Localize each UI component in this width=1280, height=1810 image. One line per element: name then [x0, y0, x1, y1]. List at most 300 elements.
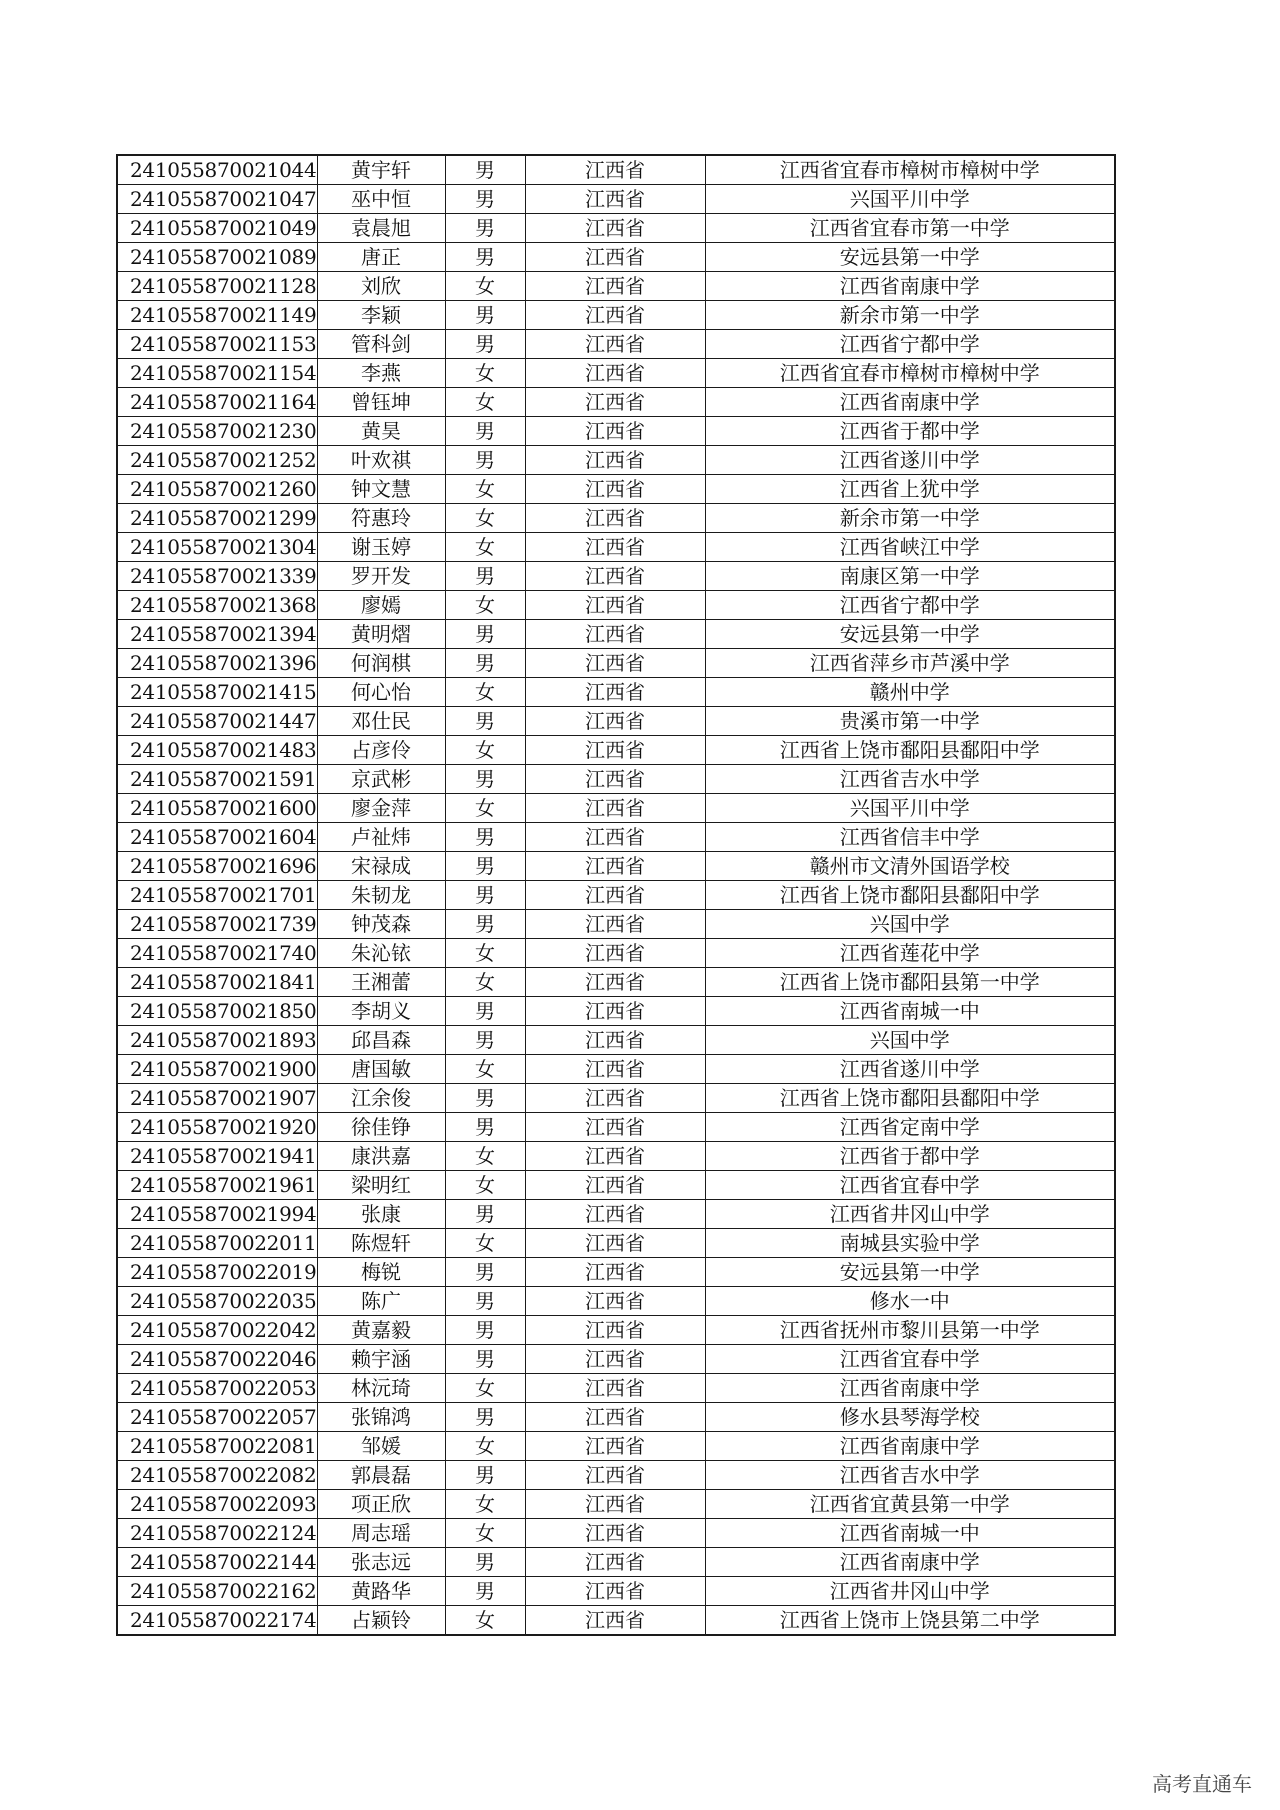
province-cell: 江西省 — [525, 388, 705, 417]
name-cell: 廖金萍 — [317, 794, 445, 823]
gender-cell: 男 — [445, 1113, 525, 1142]
province-cell: 江西省 — [525, 1113, 705, 1142]
table-row — [117, 939, 1115, 968]
table-row — [117, 881, 1115, 910]
province-cell: 江西省 — [525, 968, 705, 997]
gender-cell: 男 — [445, 1548, 525, 1577]
name-cell: 李颖 — [317, 301, 445, 330]
name-cell: 钟茂森 — [317, 910, 445, 939]
table-row — [117, 1084, 1115, 1113]
province-cell: 江西省 — [525, 1432, 705, 1461]
exam-id-cell: 241055870022035 — [117, 1287, 317, 1316]
exam-id-cell: 241055870022042 — [117, 1316, 317, 1345]
gender-cell: 女 — [445, 388, 525, 417]
exam-id-cell: 241055870021304 — [117, 533, 317, 562]
province-cell: 江西省 — [525, 1606, 705, 1636]
name-cell: 郭晨磊 — [317, 1461, 445, 1490]
exam-id-cell: 241055870021089 — [117, 243, 317, 272]
province-cell: 江西省 — [525, 1548, 705, 1577]
exam-id-cell: 241055870021739 — [117, 910, 317, 939]
name-cell: 何心怡 — [317, 678, 445, 707]
province-cell: 江西省 — [525, 1200, 705, 1229]
gender-cell: 男 — [445, 1084, 525, 1113]
name-cell: 谢玉婷 — [317, 533, 445, 562]
gender-cell: 女 — [445, 1229, 525, 1258]
school-cell: 江西省南城一中 — [705, 1519, 1115, 1548]
province-cell: 江西省 — [525, 649, 705, 678]
table-row — [117, 1461, 1115, 1490]
table-row — [117, 1519, 1115, 1548]
gender-cell: 男 — [445, 155, 525, 185]
exam-id-cell: 241055870021153 — [117, 330, 317, 359]
table-row — [117, 475, 1115, 504]
table-row — [117, 736, 1115, 765]
gender-cell: 男 — [445, 765, 525, 794]
student-list-body — [117, 155, 1115, 1635]
table-row — [117, 765, 1115, 794]
table-row — [117, 1403, 1115, 1432]
name-cell: 康洪嘉 — [317, 1142, 445, 1171]
province-cell: 江西省 — [525, 475, 705, 504]
province-cell: 江西省 — [525, 243, 705, 272]
exam-id-cell: 241055870022174 — [117, 1606, 317, 1636]
exam-id-cell: 241055870021044 — [117, 155, 317, 185]
table-row — [117, 1200, 1115, 1229]
exam-id-cell: 241055870022081 — [117, 1432, 317, 1461]
name-cell: 宋禄成 — [317, 852, 445, 881]
school-cell: 兴国平川中学 — [705, 794, 1115, 823]
name-cell: 陈煜轩 — [317, 1229, 445, 1258]
table-row — [117, 185, 1115, 214]
exam-id-cell: 241055870022046 — [117, 1345, 317, 1374]
gender-cell: 男 — [445, 214, 525, 243]
table-row — [117, 1577, 1115, 1606]
school-cell: 赣州市文清外国语学校 — [705, 852, 1115, 881]
name-cell: 朱韧龙 — [317, 881, 445, 910]
school-cell: 南康区第一中学 — [705, 562, 1115, 591]
exam-id-cell: 241055870021907 — [117, 1084, 317, 1113]
school-cell: 江西省宜春市樟树市樟树中学 — [705, 155, 1115, 185]
name-cell: 陈广 — [317, 1287, 445, 1316]
province-cell: 江西省 — [525, 1084, 705, 1113]
school-cell: 江西省宁都中学 — [705, 591, 1115, 620]
school-cell: 江西省遂川中学 — [705, 446, 1115, 475]
name-cell: 管科剑 — [317, 330, 445, 359]
gender-cell: 女 — [445, 272, 525, 301]
school-cell: 南城县实验中学 — [705, 1229, 1115, 1258]
gender-cell: 女 — [445, 736, 525, 765]
name-cell: 项正欣 — [317, 1490, 445, 1519]
gender-cell: 女 — [445, 1055, 525, 1084]
table-row — [117, 1345, 1115, 1374]
school-cell: 江西省上饶市鄱阳县鄱阳中学 — [705, 1084, 1115, 1113]
gender-cell: 女 — [445, 1374, 525, 1403]
table-row — [117, 1026, 1115, 1055]
exam-id-cell: 241055870021841 — [117, 968, 317, 997]
province-cell: 江西省 — [525, 446, 705, 475]
name-cell: 朱沁铱 — [317, 939, 445, 968]
name-cell: 赖宇涵 — [317, 1345, 445, 1374]
gender-cell: 女 — [445, 1171, 525, 1200]
province-cell: 江西省 — [525, 214, 705, 243]
school-cell: 兴国中学 — [705, 1026, 1115, 1055]
table-row — [117, 1171, 1115, 1200]
gender-cell: 女 — [445, 678, 525, 707]
name-cell: 符惠玲 — [317, 504, 445, 533]
gender-cell: 男 — [445, 649, 525, 678]
school-cell: 赣州中学 — [705, 678, 1115, 707]
name-cell: 何润棋 — [317, 649, 445, 678]
province-cell: 江西省 — [525, 1171, 705, 1200]
province-cell: 江西省 — [525, 823, 705, 852]
school-cell: 贵溪市第一中学 — [705, 707, 1115, 736]
province-cell: 江西省 — [525, 1287, 705, 1316]
gender-cell: 男 — [445, 910, 525, 939]
table-row — [117, 155, 1115, 185]
exam-id-cell: 241055870022144 — [117, 1548, 317, 1577]
table-row — [117, 649, 1115, 678]
gender-cell: 男 — [445, 417, 525, 446]
exam-id-cell: 241055870021049 — [117, 214, 317, 243]
gender-cell: 女 — [445, 1490, 525, 1519]
school-cell: 江西省南康中学 — [705, 272, 1115, 301]
table-row — [117, 1490, 1115, 1519]
province-cell: 江西省 — [525, 736, 705, 765]
school-cell: 安远县第一中学 — [705, 620, 1115, 649]
exam-id-cell: 241055870021850 — [117, 997, 317, 1026]
province-cell: 江西省 — [525, 591, 705, 620]
table-row — [117, 214, 1115, 243]
province-cell: 江西省 — [525, 765, 705, 794]
table-row — [117, 591, 1115, 620]
school-cell: 江西省南康中学 — [705, 1432, 1115, 1461]
table-row — [117, 620, 1115, 649]
table-row — [117, 910, 1115, 939]
school-cell: 江西省抚州市黎川县第一中学 — [705, 1316, 1115, 1345]
exam-id-cell: 241055870021600 — [117, 794, 317, 823]
province-cell: 江西省 — [525, 1345, 705, 1374]
province-cell: 江西省 — [525, 417, 705, 446]
exam-id-cell: 241055870021394 — [117, 620, 317, 649]
table-row — [117, 1606, 1115, 1636]
gender-cell: 女 — [445, 1519, 525, 1548]
province-cell: 江西省 — [525, 1519, 705, 1548]
province-cell: 江西省 — [525, 1258, 705, 1287]
gender-cell: 男 — [445, 185, 525, 214]
school-cell: 江西省宜春中学 — [705, 1345, 1115, 1374]
gender-cell: 男 — [445, 446, 525, 475]
province-cell: 江西省 — [525, 301, 705, 330]
exam-id-cell: 241055870022093 — [117, 1490, 317, 1519]
gender-cell: 男 — [445, 1316, 525, 1345]
school-cell: 江西省于都中学 — [705, 1142, 1115, 1171]
exam-id-cell: 241055870021252 — [117, 446, 317, 475]
name-cell: 邹媛 — [317, 1432, 445, 1461]
gender-cell: 女 — [445, 1432, 525, 1461]
table-row — [117, 707, 1115, 736]
name-cell: 黄路华 — [317, 1577, 445, 1606]
name-cell: 李燕 — [317, 359, 445, 388]
school-cell: 江西省宁都中学 — [705, 330, 1115, 359]
table-row — [117, 388, 1115, 417]
name-cell: 叶欢祺 — [317, 446, 445, 475]
school-cell: 江西省上犹中学 — [705, 475, 1115, 504]
exam-id-cell: 241055870022057 — [117, 1403, 317, 1432]
gender-cell: 女 — [445, 1142, 525, 1171]
exam-id-cell: 241055870021128 — [117, 272, 317, 301]
school-cell: 江西省遂川中学 — [705, 1055, 1115, 1084]
student-list-table — [116, 154, 1116, 1636]
exam-id-cell: 241055870021591 — [117, 765, 317, 794]
name-cell: 巫中恒 — [317, 185, 445, 214]
name-cell: 梅锐 — [317, 1258, 445, 1287]
name-cell: 邱昌森 — [317, 1026, 445, 1055]
school-cell: 江西省定南中学 — [705, 1113, 1115, 1142]
table-row — [117, 1113, 1115, 1142]
province-cell: 江西省 — [525, 562, 705, 591]
gender-cell: 女 — [445, 968, 525, 997]
school-cell: 江西省吉水中学 — [705, 765, 1115, 794]
exam-id-cell: 241055870022082 — [117, 1461, 317, 1490]
school-cell: 新余市第一中学 — [705, 301, 1115, 330]
table-row — [117, 823, 1115, 852]
gender-cell: 男 — [445, 823, 525, 852]
table-row — [117, 1548, 1115, 1577]
name-cell: 江余俊 — [317, 1084, 445, 1113]
name-cell: 李胡义 — [317, 997, 445, 1026]
name-cell: 林沅琦 — [317, 1374, 445, 1403]
name-cell: 梁明红 — [317, 1171, 445, 1200]
province-cell: 江西省 — [525, 910, 705, 939]
exam-id-cell: 241055870021701 — [117, 881, 317, 910]
school-cell: 江西省莲花中学 — [705, 939, 1115, 968]
exam-id-cell: 241055870021299 — [117, 504, 317, 533]
exam-id-cell: 241055870021047 — [117, 185, 317, 214]
table-row — [117, 272, 1115, 301]
province-cell: 江西省 — [525, 794, 705, 823]
gender-cell: 女 — [445, 1606, 525, 1636]
gender-cell: 男 — [445, 243, 525, 272]
name-cell: 张志远 — [317, 1548, 445, 1577]
name-cell: 唐国敏 — [317, 1055, 445, 1084]
name-cell: 占颖铃 — [317, 1606, 445, 1636]
gender-cell: 女 — [445, 504, 525, 533]
province-cell: 江西省 — [525, 1142, 705, 1171]
table-row — [117, 562, 1115, 591]
province-cell: 江西省 — [525, 1490, 705, 1519]
school-cell: 江西省峡江中学 — [705, 533, 1115, 562]
name-cell: 张锦鸿 — [317, 1403, 445, 1432]
exam-id-cell: 241055870021900 — [117, 1055, 317, 1084]
name-cell: 张康 — [317, 1200, 445, 1229]
name-cell: 刘欣 — [317, 272, 445, 301]
school-cell: 江西省南城一中 — [705, 997, 1115, 1026]
school-cell: 安远县第一中学 — [705, 243, 1115, 272]
gender-cell: 男 — [445, 330, 525, 359]
exam-id-cell: 241055870021483 — [117, 736, 317, 765]
gender-cell: 女 — [445, 794, 525, 823]
exam-id-cell: 241055870021696 — [117, 852, 317, 881]
name-cell: 黄昊 — [317, 417, 445, 446]
province-cell: 江西省 — [525, 1316, 705, 1345]
table-row — [117, 533, 1115, 562]
table-row — [117, 968, 1115, 997]
gender-cell: 女 — [445, 533, 525, 562]
school-cell: 江西省上饶市鄱阳县第一中学 — [705, 968, 1115, 997]
table-row — [117, 1287, 1115, 1316]
school-cell: 江西省萍乡市芦溪中学 — [705, 649, 1115, 678]
exam-id-cell: 241055870021941 — [117, 1142, 317, 1171]
province-cell: 江西省 — [525, 330, 705, 359]
exam-id-cell: 241055870021961 — [117, 1171, 317, 1200]
province-cell: 江西省 — [525, 504, 705, 533]
exam-id-cell: 241055870021368 — [117, 591, 317, 620]
exam-id-cell: 241055870022011 — [117, 1229, 317, 1258]
province-cell: 江西省 — [525, 678, 705, 707]
name-cell: 黄宇轩 — [317, 155, 445, 185]
exam-id-cell: 241055870021604 — [117, 823, 317, 852]
exam-id-cell: 241055870021230 — [117, 417, 317, 446]
name-cell: 罗开发 — [317, 562, 445, 591]
name-cell: 黄明熠 — [317, 620, 445, 649]
table-row — [117, 417, 1115, 446]
table-row — [117, 794, 1115, 823]
table-row — [117, 504, 1115, 533]
name-cell: 唐正 — [317, 243, 445, 272]
gender-cell: 男 — [445, 1026, 525, 1055]
province-cell: 江西省 — [525, 1055, 705, 1084]
gender-cell: 男 — [445, 1577, 525, 1606]
school-cell: 江西省井冈山中学 — [705, 1577, 1115, 1606]
table-row — [117, 1258, 1115, 1287]
province-cell: 江西省 — [525, 1403, 705, 1432]
gender-cell: 男 — [445, 1287, 525, 1316]
province-cell: 江西省 — [525, 1461, 705, 1490]
name-cell: 袁晨旭 — [317, 214, 445, 243]
exam-id-cell: 241055870021339 — [117, 562, 317, 591]
school-cell: 修水县琴海学校 — [705, 1403, 1115, 1432]
exam-id-cell: 241055870022053 — [117, 1374, 317, 1403]
school-cell: 江西省宜春市樟树市樟树中学 — [705, 359, 1115, 388]
school-cell: 江西省井冈山中学 — [705, 1200, 1115, 1229]
province-cell: 江西省 — [525, 707, 705, 736]
table-row — [117, 852, 1115, 881]
name-cell: 周志瑶 — [317, 1519, 445, 1548]
school-cell: 兴国平川中学 — [705, 185, 1115, 214]
table-row — [117, 997, 1115, 1026]
table-row — [117, 1229, 1115, 1258]
gender-cell: 男 — [445, 1403, 525, 1432]
exam-id-cell: 241055870022162 — [117, 1577, 317, 1606]
school-cell: 江西省吉水中学 — [705, 1461, 1115, 1490]
school-cell: 修水一中 — [705, 1287, 1115, 1316]
exam-id-cell: 241055870021415 — [117, 678, 317, 707]
name-cell: 占彦伶 — [317, 736, 445, 765]
exam-id-cell: 241055870021396 — [117, 649, 317, 678]
name-cell: 王湘蕾 — [317, 968, 445, 997]
watermark-text: 高考直通车 — [1152, 1772, 1252, 1796]
province-cell: 江西省 — [525, 533, 705, 562]
name-cell: 卢祉炜 — [317, 823, 445, 852]
school-cell: 江西省宜春市第一中学 — [705, 214, 1115, 243]
table-row — [117, 359, 1115, 388]
table-row — [117, 243, 1115, 272]
province-cell: 江西省 — [525, 997, 705, 1026]
province-cell: 江西省 — [525, 272, 705, 301]
table-row — [117, 1374, 1115, 1403]
province-cell: 江西省 — [525, 1229, 705, 1258]
gender-cell: 男 — [445, 562, 525, 591]
exam-id-cell: 241055870021740 — [117, 939, 317, 968]
school-cell: 江西省上饶市上饶县第二中学 — [705, 1606, 1115, 1636]
school-cell: 江西省上饶市鄱阳县鄱阳中学 — [705, 736, 1115, 765]
school-cell: 安远县第一中学 — [705, 1258, 1115, 1287]
province-cell: 江西省 — [525, 185, 705, 214]
gender-cell: 男 — [445, 1345, 525, 1374]
school-cell: 江西省南康中学 — [705, 388, 1115, 417]
exam-id-cell: 241055870021149 — [117, 301, 317, 330]
school-cell: 江西省于都中学 — [705, 417, 1115, 446]
table-row — [117, 446, 1115, 475]
gender-cell: 男 — [445, 852, 525, 881]
name-cell: 徐佳铮 — [317, 1113, 445, 1142]
gender-cell: 女 — [445, 591, 525, 620]
province-cell: 江西省 — [525, 620, 705, 649]
gender-cell: 男 — [445, 1258, 525, 1287]
table-row — [117, 1142, 1115, 1171]
school-cell: 江西省上饶市鄱阳县鄱阳中学 — [705, 881, 1115, 910]
gender-cell: 男 — [445, 1200, 525, 1229]
table-row — [117, 1055, 1115, 1084]
gender-cell: 男 — [445, 881, 525, 910]
exam-id-cell: 241055870021893 — [117, 1026, 317, 1055]
gender-cell: 女 — [445, 359, 525, 388]
exam-id-cell: 241055870021920 — [117, 1113, 317, 1142]
name-cell: 邓仕民 — [317, 707, 445, 736]
exam-id-cell: 241055870021154 — [117, 359, 317, 388]
exam-id-cell: 241055870021260 — [117, 475, 317, 504]
province-cell: 江西省 — [525, 359, 705, 388]
school-cell: 新余市第一中学 — [705, 504, 1115, 533]
school-cell: 江西省宜春中学 — [705, 1171, 1115, 1200]
school-cell: 江西省信丰中学 — [705, 823, 1115, 852]
name-cell: 京武彬 — [317, 765, 445, 794]
school-cell: 江西省南康中学 — [705, 1374, 1115, 1403]
table-row — [117, 1316, 1115, 1345]
exam-id-cell: 241055870021447 — [117, 707, 317, 736]
name-cell: 钟文慧 — [317, 475, 445, 504]
name-cell: 曾钰坤 — [317, 388, 445, 417]
gender-cell: 男 — [445, 707, 525, 736]
gender-cell: 男 — [445, 620, 525, 649]
table-row — [117, 330, 1115, 359]
exam-id-cell: 241055870021164 — [117, 388, 317, 417]
name-cell: 廖嫣 — [317, 591, 445, 620]
school-cell: 兴国中学 — [705, 910, 1115, 939]
table-row — [117, 301, 1115, 330]
gender-cell: 男 — [445, 1461, 525, 1490]
province-cell: 江西省 — [525, 1577, 705, 1606]
name-cell: 黄嘉毅 — [317, 1316, 445, 1345]
province-cell: 江西省 — [525, 852, 705, 881]
province-cell: 江西省 — [525, 1374, 705, 1403]
gender-cell: 男 — [445, 997, 525, 1026]
gender-cell: 男 — [445, 301, 525, 330]
province-cell: 江西省 — [525, 939, 705, 968]
school-cell: 江西省宜黄县第一中学 — [705, 1490, 1115, 1519]
province-cell: 江西省 — [525, 155, 705, 185]
province-cell: 江西省 — [525, 1026, 705, 1055]
